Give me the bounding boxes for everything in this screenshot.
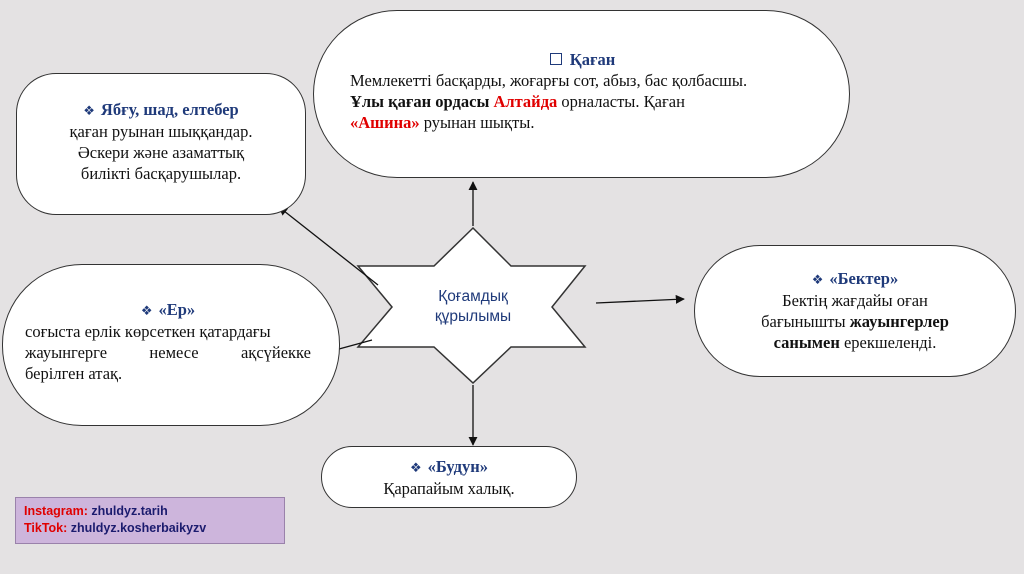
instagram-handle: zhuldyz.tarih: [91, 504, 168, 518]
budun-box: [321, 446, 577, 508]
arrow-to-bekter: [596, 299, 684, 303]
bekter-line2b: жауынгерлер: [849, 312, 949, 331]
budun-title-row: [332, 456, 566, 478]
yabgu-title-row: [29, 99, 293, 121]
center-label-line2: құрылымы: [434, 308, 512, 325]
kagan-seg1: Ұлы қаған ордасы: [350, 92, 490, 111]
er-box: [2, 264, 340, 426]
er-title: «Ер»: [158, 300, 196, 319]
center-label-line1: Қоғамдық: [438, 288, 508, 305]
checkbox-bullet-icon: [550, 53, 562, 65]
kagan-line3: [350, 112, 815, 133]
credit-box: [15, 497, 285, 544]
kagan-box: [313, 10, 850, 178]
diamond-bullet-icon: ❖: [83, 103, 95, 118]
tiktok-handle: zhuldyz.kosherbaikyzv: [70, 521, 207, 535]
tiktok-label: TikTok:: [24, 521, 68, 535]
budun-title: «Будун»: [427, 457, 488, 476]
kagan-line2: [350, 91, 815, 112]
er-line3: берілген атақ.: [25, 364, 123, 383]
yabgu-title: Ябғу, шад, елтебер: [100, 100, 239, 119]
er-line1: соғыста ерлік көрсеткен қатардағы: [25, 322, 271, 341]
bekter-line3b: ерекшеленді.: [843, 333, 937, 352]
kagan-title: Қаған: [569, 50, 616, 69]
kagan-seg3: орналасты. Қаған: [561, 92, 685, 111]
bekter-line2: [705, 311, 1005, 332]
diamond-bullet-icon: ❖: [811, 272, 824, 287]
bekter-line3: [705, 332, 1005, 353]
bekter-line3a: санымен: [773, 333, 840, 352]
bekter-title: «Бектер»: [829, 269, 899, 288]
instagram-label: Instagram:: [24, 504, 88, 518]
kagan-seg5: руынан шықты.: [423, 113, 535, 132]
kagan-seg4: «Ашина»: [350, 113, 420, 132]
yabgu-line1: қаған руынан шыққандар.: [69, 122, 253, 141]
credit-tiktok: [24, 520, 276, 537]
bekter-line1: Бектің жағдайы оған: [782, 291, 928, 310]
yabgu-line2: Әскери және азаматтық: [77, 143, 245, 162]
center-label: [410, 287, 536, 327]
kagan-seg2: Алтайда: [493, 92, 558, 111]
credit-instagram: [24, 503, 276, 520]
bekter-line2a: бағынышты: [761, 312, 846, 331]
bekter-box: [694, 245, 1016, 377]
kagan-line1: Мемлекетті басқарды, жоғарғы сот, абыз, бас қолбасшы.: [350, 71, 748, 90]
diamond-bullet-icon: ❖: [410, 460, 422, 475]
er-title-row: [25, 299, 311, 321]
budun-line1: Қарапайым халық.: [383, 479, 515, 498]
bekter-title-row: [705, 268, 1005, 290]
yabgu-line3: билікті басқарушылар.: [80, 164, 242, 183]
yabgu-box: [16, 73, 306, 215]
kagan-title-row: [350, 49, 815, 70]
er-line2: жауынгерге немесе ақсүйекке: [25, 343, 311, 362]
diamond-bullet-icon: ❖: [140, 303, 153, 318]
